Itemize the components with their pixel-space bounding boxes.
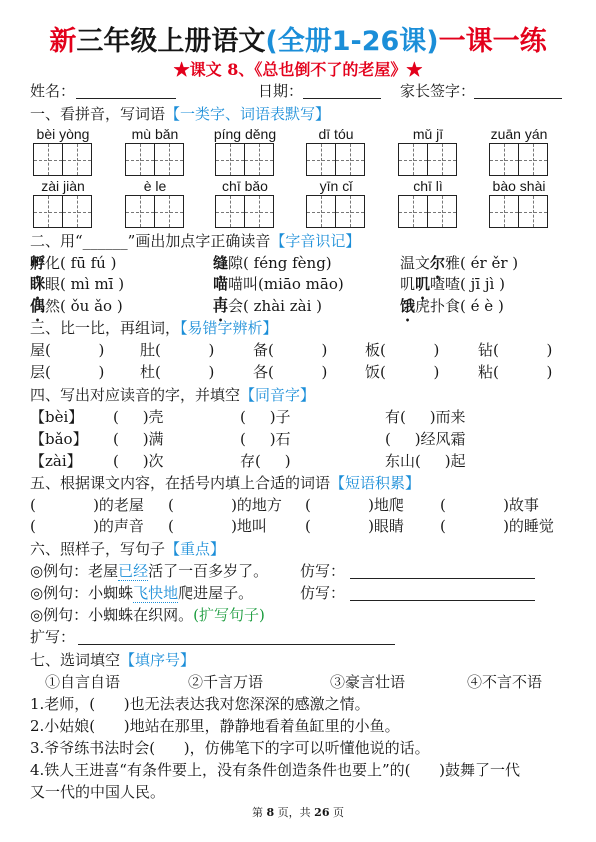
pinyin-choices: ( ér ěr ) — [460, 254, 519, 272]
fill-sentence-row — [0, 716, 596, 736]
current-page-number: 8 — [266, 806, 275, 819]
section-6-header — [0, 539, 596, 559]
pinyin-prompt: è le — [143, 178, 167, 194]
dotted-character: 眯 — [30, 275, 46, 293]
phrase-row-1 — [0, 495, 596, 515]
tianzige-box — [244, 195, 274, 228]
dotted-character: 喵 — [213, 275, 229, 293]
example-text: ◎例句：小蜘蛛在织网。 — [30, 606, 194, 624]
dotted-character: 叽 — [415, 275, 431, 293]
fill-sentence-continuation: 又一代的中国人民。 — [30, 783, 166, 801]
tianzige-box — [489, 195, 519, 228]
fill-sentence: 3.爷爷练书法时会( )，仿佛笔下的字可以听懂他说的话。 — [30, 739, 430, 757]
pinyin-choices: ( mì mī ) — [60, 275, 125, 293]
imitate-answer-line — [350, 600, 535, 601]
item-suffix: 化 — [45, 254, 61, 272]
tianzige-box — [33, 195, 63, 228]
homophone-blank: ( )次 — [113, 452, 164, 470]
section-4-header — [0, 385, 596, 405]
item-suffix: 会 — [228, 297, 244, 315]
homophone-pinyin: 【zài】 — [30, 452, 82, 470]
homophone-blank: ( )经风霜 — [385, 430, 466, 448]
pinyin-prompt: bào shài — [492, 178, 546, 194]
homophone-row-2 — [0, 429, 596, 449]
handwritten-keyword: 已经 — [118, 562, 149, 580]
homophone-blank: 有( )而来 — [385, 408, 466, 426]
title-suffix: 一课一练 — [438, 26, 547, 57]
phrase-row-2 — [0, 516, 596, 536]
expand-row — [0, 627, 596, 647]
phrase-blank: ( )地叫 — [168, 517, 267, 535]
homophone-row-3 — [0, 451, 596, 471]
homophone-pinyin: 【bèi】 — [30, 408, 84, 426]
section-5-title: 五、根据课文内容，在括号内填上合适的词语 — [30, 474, 331, 492]
tianzige-box — [398, 195, 428, 228]
homophone-row-1 — [0, 407, 596, 427]
item-prefix: 温文 — [400, 254, 431, 272]
fill-sentence-row — [0, 738, 596, 758]
example-sentence — [30, 561, 268, 581]
handwritten-keyword: 飞快地 — [133, 584, 179, 602]
word-group-item: 各( ) — [253, 363, 328, 381]
name-blank-line — [76, 98, 176, 99]
total-pages-number: 26 — [314, 806, 330, 819]
section-4-heading — [30, 385, 315, 405]
word-option: ①自言自语 — [45, 673, 121, 691]
footer-text: 页 — [329, 806, 344, 819]
tianzige-box — [518, 195, 548, 228]
word-group-item: 杜( ) — [140, 363, 215, 381]
fill-sentence-row — [0, 694, 596, 714]
section-3-title: 三、比一比，再组词， — [30, 319, 181, 337]
pinyin-prompt: bèi yòng — [36, 126, 90, 142]
tianzige-box — [154, 195, 184, 228]
tianzige-box — [335, 195, 365, 228]
pronunciation-row-1 — [0, 253, 596, 273]
tianzige-box — [125, 143, 155, 176]
expand-answer-line — [78, 644, 395, 645]
compare-row-1 — [0, 340, 596, 360]
section-6-title: 六、照样子，写句子 — [30, 540, 166, 558]
footer-text: 页，共 — [274, 806, 315, 819]
item-suffix: 雅 — [445, 254, 461, 272]
tianzige-pair — [489, 143, 549, 176]
section-5-header — [0, 473, 596, 493]
section-4-title: 四、写出对应读音的字，并填空 — [30, 386, 241, 404]
section-2-header — [0, 231, 596, 251]
tianzige-box — [154, 143, 184, 176]
section-3-heading — [30, 318, 278, 338]
word-group-item: 粘( ) — [478, 363, 553, 381]
section-1-tag: 【一类字、词语表默写】 — [165, 105, 331, 123]
student-info-row — [0, 81, 596, 101]
tianzige-pair — [33, 195, 93, 228]
word-group-item: 钻( ) — [478, 341, 553, 359]
section-7-tag: 【填序号】 — [120, 651, 196, 669]
phrase-blank: ( )的声音 — [30, 517, 144, 535]
worksheet-title — [0, 26, 596, 58]
tianzige-box — [244, 143, 274, 176]
word-group-item: 层( ) — [30, 363, 105, 381]
dotted-character: 饿 — [400, 297, 416, 315]
expand-instruction: (扩写句子) — [193, 606, 265, 624]
pronunciation-row-3 — [0, 296, 596, 316]
pinyin-prompt: píng děng — [213, 126, 277, 142]
tianzige-pair — [215, 143, 275, 176]
tianzige-box — [215, 195, 245, 228]
item-suffix: 喵叫 — [228, 275, 259, 293]
phrase-blank: ( )地爬 — [305, 496, 404, 514]
dotted-character: 偶 — [30, 297, 46, 315]
imitate-label: 仿写： — [300, 562, 346, 580]
tianzige-box — [306, 195, 336, 228]
imitate-label: 仿写： — [300, 584, 346, 602]
word-option: ③豪言壮语 — [330, 673, 406, 691]
dotted-character: 再 — [213, 297, 229, 315]
section-1-heading — [30, 104, 330, 124]
section-5-tag: 【短语积累】 — [330, 474, 421, 492]
section-2-tag: 【字音识记】 — [270, 232, 361, 250]
section-7-heading — [30, 650, 195, 670]
tianzige-pair — [125, 195, 185, 228]
pronunciation-row-2 — [0, 274, 596, 294]
homophone-blank: 存( ) — [240, 452, 291, 470]
example-sentence-row-1 — [0, 561, 596, 581]
tianzige-box — [427, 143, 457, 176]
item-suffix: 隙 — [228, 254, 244, 272]
writing-grid-row-2 — [0, 195, 596, 228]
tianzige-box — [306, 143, 336, 176]
pinyin-prompt: zuān yán — [490, 126, 548, 142]
word-group-item: 饭( ) — [365, 363, 440, 381]
phrase-blank: ( )的睡觉 — [440, 517, 554, 535]
example-suffix: 活了一百多岁了。 — [148, 562, 269, 580]
pinyin-choices: ( féng fèng) — [243, 254, 332, 272]
page-footer — [0, 806, 596, 820]
pinyin-prompt: dī tóu — [318, 126, 354, 142]
item-suffix: 眼 — [45, 275, 61, 293]
example-sentence — [30, 583, 253, 603]
date-blank-line — [303, 98, 381, 99]
section-1-title: 一、看拼音，写词语 — [30, 105, 166, 123]
pinyin-row-1 — [0, 124, 596, 144]
word-options-row — [0, 672, 596, 692]
section-5-heading — [30, 473, 420, 493]
word-option: ②千言万语 — [188, 673, 264, 691]
fill-sentence-row — [0, 782, 596, 802]
example-prefix: ◎例句：老屋 — [30, 562, 119, 580]
date-label: 日期： — [258, 82, 304, 100]
pinyin-prompt: chī bǎo — [222, 178, 268, 194]
section-3-tag: 【易错字辨析】 — [180, 319, 278, 337]
pinyin-prompt: mǔ jī — [412, 126, 444, 142]
pinyin-choices: ( é è ) — [460, 297, 504, 315]
tianzige-pair — [398, 143, 458, 176]
tianzige-box — [398, 143, 428, 176]
imitate-answer-line — [350, 578, 535, 579]
parent-signature-label: 家长签字： — [400, 82, 476, 100]
pinyin-prompt: chī lì — [413, 178, 443, 194]
tianzige-box — [33, 143, 63, 176]
tianzige-pair — [33, 143, 93, 176]
tianzige-box — [62, 143, 92, 176]
item-suffix: 然 — [45, 297, 61, 315]
pinyin-prompt: mù bǎn — [131, 126, 179, 142]
section-6-heading — [30, 539, 225, 559]
pinyin-choices: ( jī jì ) — [460, 275, 505, 293]
example-sentence-row-3 — [0, 605, 596, 625]
fill-sentence-row — [0, 760, 596, 780]
section-1-header — [0, 104, 596, 124]
title-scope: (全册1-26课) — [265, 26, 439, 57]
tianzige-box — [427, 195, 457, 228]
tianzige-box — [215, 143, 245, 176]
parent-signature-blank-line — [474, 98, 562, 99]
tianzige-pair — [125, 143, 185, 176]
tianzige-box — [125, 195, 155, 228]
section-7-title: 七、选词填空 — [30, 651, 121, 669]
fill-sentence: 2.小姑娘( )地站在那里，静静地看着鱼缸里的小鱼。 — [30, 717, 400, 735]
writing-grid-row-1 — [0, 143, 596, 176]
homophone-blank: ( )壳 — [113, 408, 164, 426]
phrase-blank: ( )的老屋 — [30, 496, 144, 514]
homophone-pinyin: 【bǎo】 — [30, 430, 88, 448]
title-grade: 三年级上册语文 — [76, 26, 266, 57]
fill-sentence: 4.铁人王进喜“有条件要上，没有条件创造条件也要上”的( )鼓舞了一代 — [30, 761, 520, 779]
tianzige-box — [335, 143, 365, 176]
homophone-blank: ( )子 — [240, 408, 291, 426]
item-suffix: 喳喳 — [430, 275, 461, 293]
pinyin-choices: ( ǒu ǎo ) — [60, 297, 123, 315]
fill-sentence: 1.老师，( )也无法表达我对您深深的感激之情。 — [30, 695, 370, 713]
expand-label: 扩写： — [30, 628, 76, 646]
dotted-character: 缝 — [213, 254, 229, 272]
word-group-item: 肚( ) — [140, 341, 215, 359]
phrase-blank: ( )的地方 — [168, 496, 282, 514]
tianzige-box — [489, 143, 519, 176]
pinyin-choices: ( fū fú ) — [60, 254, 117, 272]
example-suffix: 爬进屋子。 — [178, 584, 254, 602]
pinyin-choices: (miāo māo) — [258, 275, 344, 293]
tianzige-box — [518, 143, 548, 176]
pinyin-prompt: yīn cǐ — [319, 178, 353, 194]
homophone-blank: 东山( )起 — [385, 452, 466, 470]
tianzige-pair — [306, 195, 366, 228]
word-group-item: 板( ) — [365, 341, 440, 359]
lesson-subtitle: ★课文 8、《总也倒不了的老屋》★ — [173, 60, 423, 79]
homophone-blank: ( )满 — [113, 430, 164, 448]
title-prefix: 新 — [49, 26, 77, 57]
tianzige-pair — [306, 143, 366, 176]
example-prefix: ◎例句：小蜘蛛 — [30, 584, 134, 602]
footer-text: 第 — [252, 806, 267, 819]
pinyin-prompt: zài jiàn — [41, 178, 85, 194]
dotted-character: 尔 — [430, 254, 446, 272]
section-7-header — [0, 650, 596, 670]
word-group-item: 屋( ) — [30, 341, 105, 359]
word-option: ④不言不语 — [467, 673, 543, 691]
tianzige-pair — [215, 195, 275, 228]
phrase-blank: ( )故事 — [440, 496, 539, 514]
tianzige-pair — [489, 195, 549, 228]
section-3-header — [0, 318, 596, 338]
section-2-heading — [30, 231, 360, 251]
pinyin-choices: ( zhài zài ) — [243, 297, 322, 315]
compare-row-2 — [0, 362, 596, 382]
item-suffix: 虎扑食 — [415, 297, 461, 315]
item-prefix: 叽 — [400, 275, 416, 293]
example-sentence — [30, 605, 265, 625]
phrase-blank: ( )眼睛 — [305, 517, 404, 535]
homophone-blank: ( )石 — [240, 430, 291, 448]
pinyin-row-2 — [0, 176, 596, 196]
tianzige-box — [62, 195, 92, 228]
word-group-item: 备( ) — [253, 341, 328, 359]
dotted-character: 孵 — [30, 254, 46, 272]
example-sentence-row-2 — [0, 583, 596, 603]
section-6-tag: 【重点】 — [165, 540, 226, 558]
section-4-tag: 【同音字】 — [240, 386, 316, 404]
tianzige-pair — [398, 195, 458, 228]
section-2-title: 二、用“______”画出加点字正确读音 — [30, 232, 271, 250]
name-label: 姓名： — [30, 82, 76, 100]
